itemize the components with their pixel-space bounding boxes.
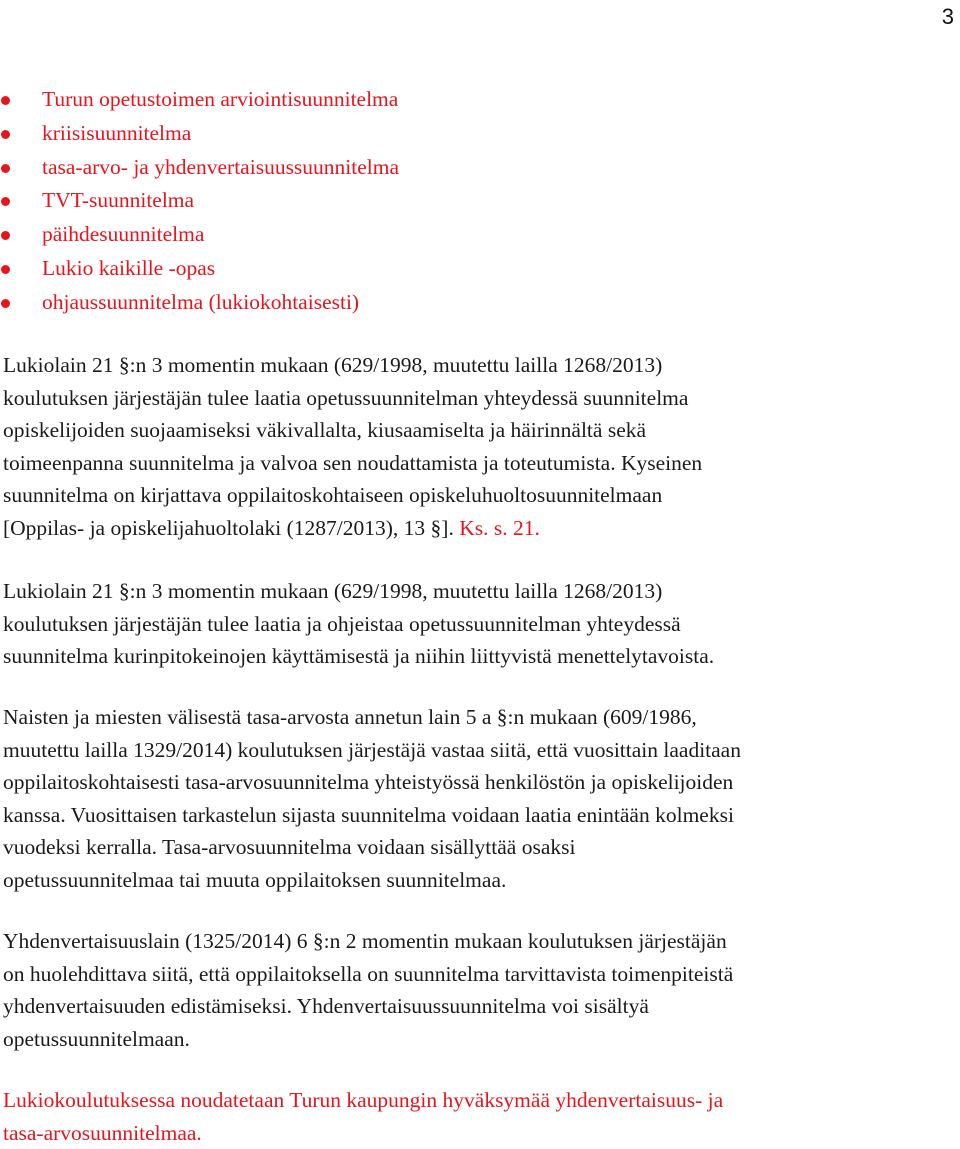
- bullet-dot-icon: [1, 231, 10, 240]
- plan-bullet-list: [0, 83, 399, 320]
- bullet-dot-icon: [1, 130, 10, 139]
- paragraph-line: opiskelijoiden suojaamiseksi väkivallalta, kiusaamiselta ja häirinnältä sekä: [3, 414, 955, 447]
- paragraph-lukiolaki-kurinpito: [3, 575, 955, 673]
- list-item-label: ohjaussuunnitelma (lukiokohtaisesti): [42, 290, 359, 314]
- paragraph-line: Lukiokoulutuksessa noudatetaan Turun kaupungin hyväksymää yhdenvertaisuus- ja: [3, 1084, 955, 1117]
- list-item: [0, 252, 399, 286]
- bullet-dot-icon: [1, 265, 10, 274]
- paragraph-line: Yhdenvertaisuuslain (1325/2014) 6 §:n 2 momentin mukaan koulutuksen järjestäjän: [3, 925, 955, 958]
- list-item-label: Turun opetustoimen arviointisuunnitelma: [42, 87, 398, 111]
- paragraph-turku-plan-note: [3, 1084, 955, 1149]
- paragraph-line: oppilaitoskohtaisesti tasa-arvosuunnitelma yhteistyössä henkilöstön ja opiskelijoiden: [3, 766, 955, 799]
- list-item: [0, 218, 399, 252]
- paragraph-line: opetussuunnitelmaan.: [3, 1023, 955, 1056]
- list-item-label: tasa-arvo- ja yhdenvertaisuussuunnitelma: [42, 155, 399, 179]
- list-item: [0, 83, 399, 117]
- paragraph-line: yhdenvertaisuuden edistämiseksi. Yhdenvertaisuussuunnitelma voi sisältyä: [3, 990, 955, 1023]
- list-item: [0, 286, 399, 320]
- bullet-dot-icon: [1, 164, 10, 173]
- page-reference: Ks. s. 21.: [459, 516, 540, 540]
- page-number: 3: [942, 2, 954, 32]
- paragraph-line: koulutuksen järjestäjän tulee laatia ja ohjeistaa opetussuunnitelman yhteydessä: [3, 608, 955, 641]
- paragraph-line: toimeenpanna suunnitelma ja valvoa sen noudattamista ja toteutumista. Kyseinen: [3, 447, 955, 480]
- list-item: [0, 151, 399, 185]
- paragraph-line: suunnitelma on kirjattava oppilaitoskohtaiseen opiskeluhuoltosuunnitelmaan: [3, 479, 955, 512]
- list-item-label: päihdesuunnitelma: [42, 222, 204, 246]
- list-item-label: kriisisuunnitelma: [42, 121, 191, 145]
- paragraph-line: Lukiolain 21 §:n 3 momentin mukaan (629/1998, muutettu lailla 1268/2013): [3, 575, 955, 608]
- paragraph-line: Naisten ja miesten välisestä tasa-arvosta annetun lain 5 a §:n mukaan (609/1986,: [3, 701, 955, 734]
- list-item: [0, 117, 399, 151]
- paragraph-line: suunnitelma kurinpitokeinojen käyttämisestä ja niihin liittyvistä menettelytavoista.: [3, 640, 955, 673]
- list-item-label: Lukio kaikille -opas: [42, 256, 215, 280]
- paragraph-yhdenvertaisuuslaki: [3, 925, 955, 1055]
- paragraph-line-with-reference: [3, 512, 955, 545]
- paragraph-line: vuodeksi kerralla. Tasa-arvosuunnitelma voidaan sisällyttää osaksi: [3, 831, 955, 864]
- list-item: [0, 184, 399, 218]
- paragraph-lukiolaki-suojaaminen: [3, 349, 955, 544]
- paragraph-line: opetussuunnitelmaa tai muuta oppilaitoksen suunnitelmaa.: [3, 864, 955, 897]
- paragraph-line: koulutuksen järjestäjän tulee laatia opetussuunnitelman yhteydessä suunnitelma: [3, 382, 955, 415]
- bullet-dot-icon: [1, 96, 10, 105]
- list-item-label: TVT-suunnitelma: [42, 188, 194, 212]
- paragraph-line: muutettu lailla 1329/2014) koulutuksen järjestäjä vastaa siitä, että vuosittain laaditaan: [3, 734, 955, 767]
- bullet-dot-icon: [1, 299, 10, 308]
- bullet-dot-icon: [1, 197, 10, 206]
- paragraph-line: kanssa. Vuosittaisen tarkastelun sijasta suunnitelma voidaan laatia enintään kolmeksi: [3, 799, 955, 832]
- paragraph-line: tasa-arvosuunnitelmaa.: [3, 1117, 955, 1149]
- paragraph-line-text: [Oppilas- ja opiskelijahuoltolaki (1287/2013), 13 §].: [3, 516, 454, 540]
- paragraph-tasa-arvolaki: [3, 701, 955, 896]
- paragraph-line: Lukiolain 21 §:n 3 momentin mukaan (629/1998, muutettu lailla 1268/2013): [3, 349, 955, 382]
- paragraph-line: on huolehdittava siitä, että oppilaitoksella on suunnitelma tarvittavista toimenpiteistä: [3, 958, 955, 991]
